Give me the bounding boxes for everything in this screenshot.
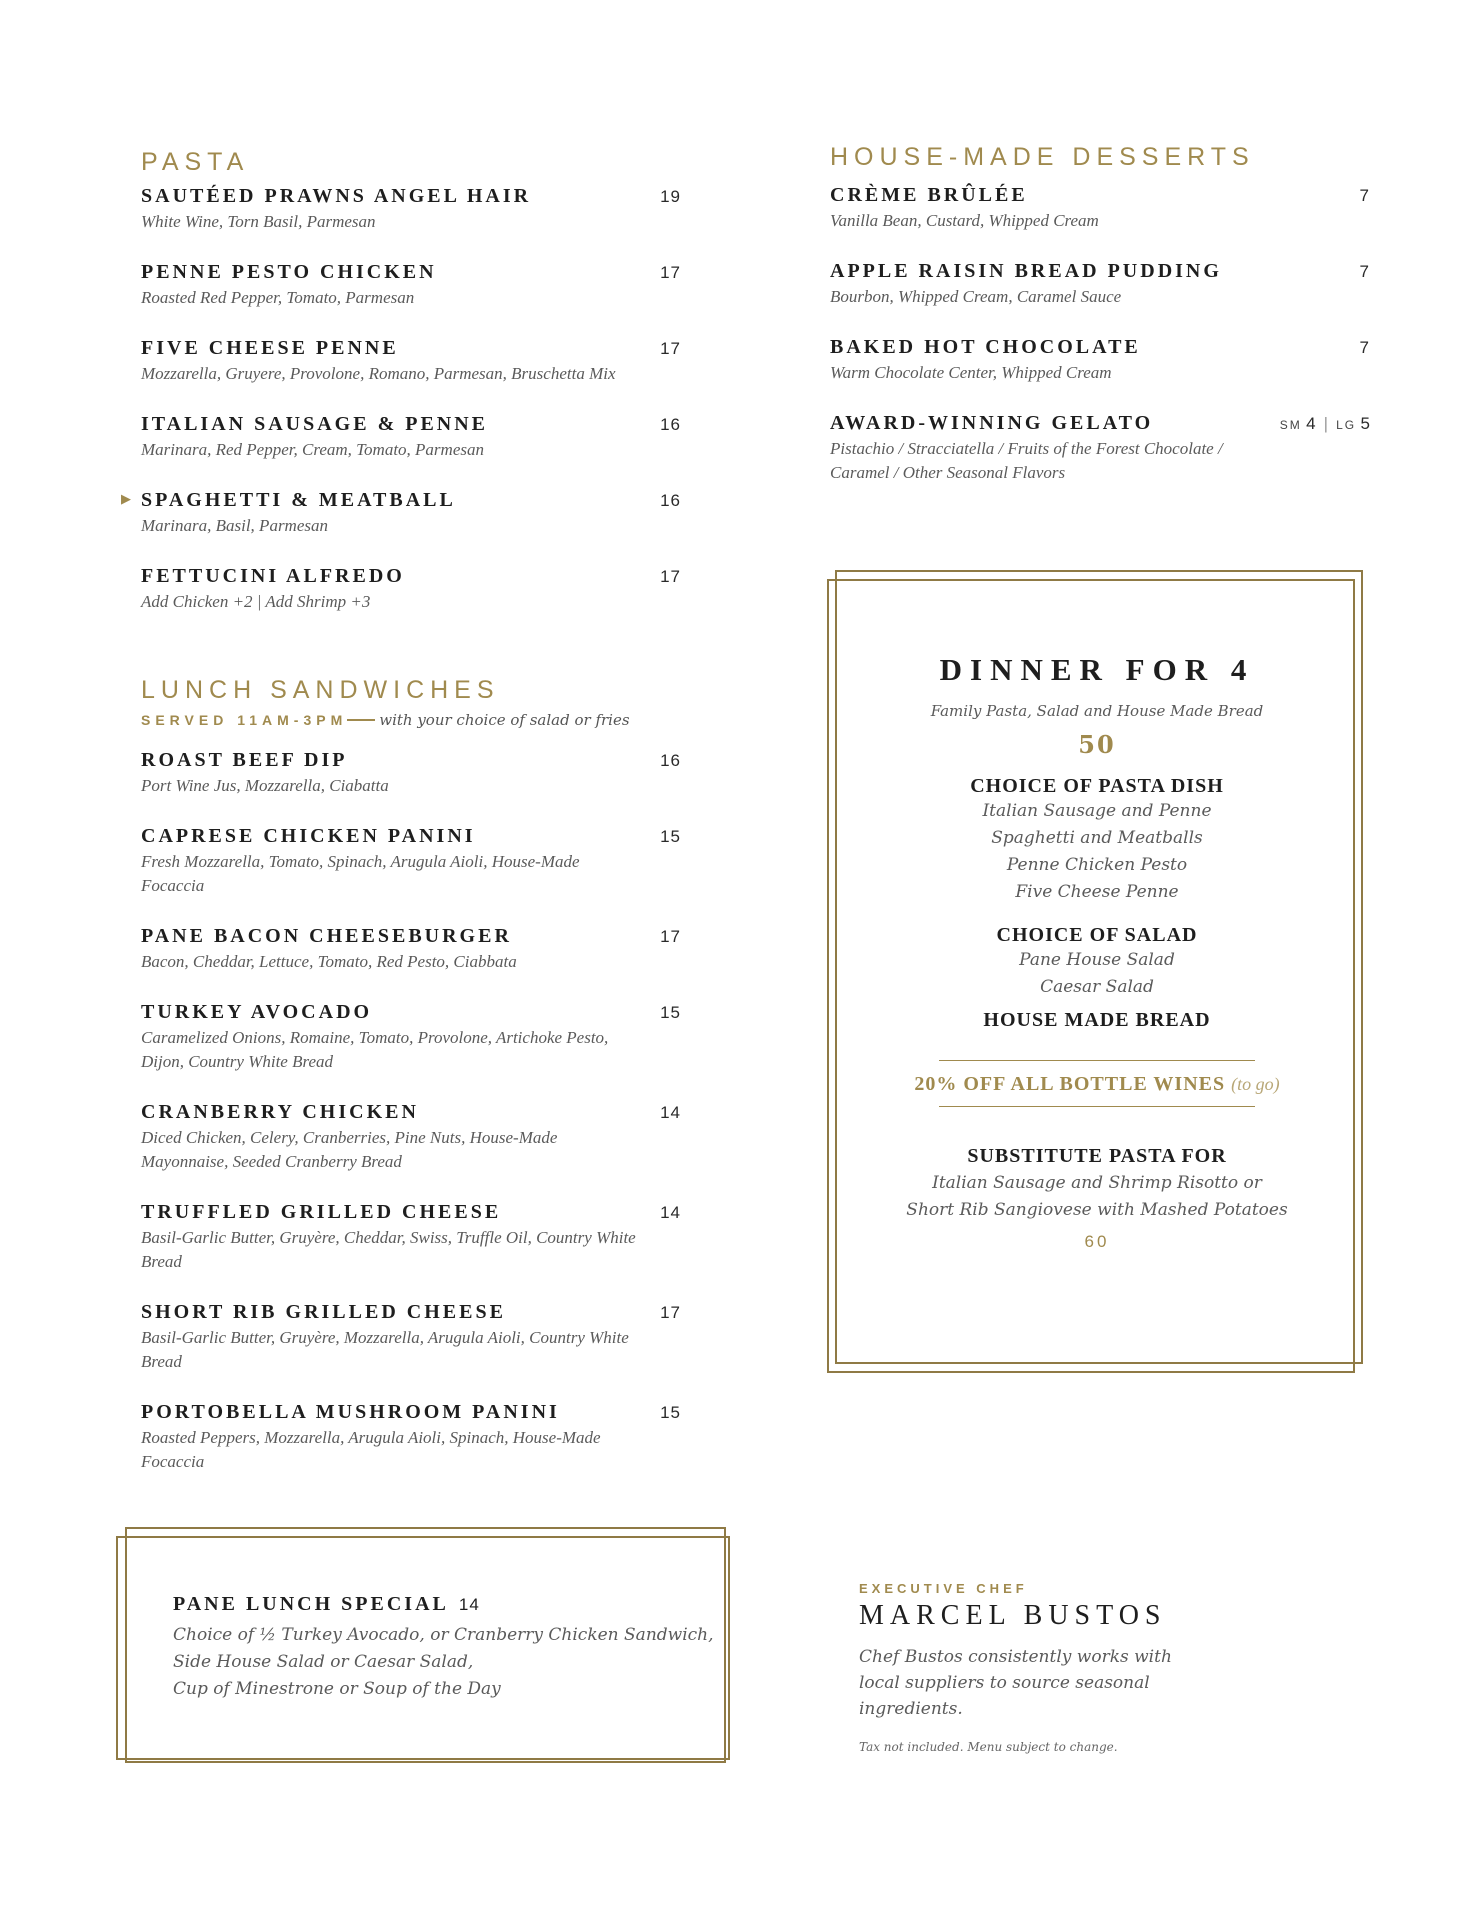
menu-item-description: Pistachio / Stracciatella / Fruits of the Forest Chocolate / Caramel / Other Seasonal Flavors bbox=[830, 439, 1223, 482]
menu-item-sandwich bbox=[141, 825, 681, 898]
size-prices bbox=[1280, 414, 1370, 434]
salad-option: Caesar Salad bbox=[1040, 977, 1154, 997]
menu-item-pasta bbox=[141, 565, 681, 614]
menu-item-sandwich bbox=[141, 1301, 681, 1374]
menu-item-price: 15 bbox=[660, 827, 681, 846]
lunch-special-description bbox=[173, 1622, 714, 1703]
lunch-special-line: Cup of Minestrone or Soup of the Day bbox=[173, 1679, 501, 1699]
dinner-title: DINNER FOR 4 bbox=[939, 652, 1255, 687]
menu-item-name: ITALIAN SAUSAGE & PENNE bbox=[141, 413, 489, 435]
menu-item-price: 15 bbox=[660, 1003, 681, 1022]
substitute-heading: SUBSTITUTE PASTA FOR bbox=[967, 1145, 1227, 1167]
substitute-option: Italian Sausage and Shrimp Risotto or bbox=[932, 1173, 1262, 1193]
lunch-special-title bbox=[173, 1593, 714, 1616]
served-hours: SERVED 11AM-3PM bbox=[141, 712, 348, 728]
menu-item-description: Fresh Mozzarella, Tomato, Spinach, Arugula Aioli, House-Made Focaccia bbox=[141, 852, 580, 895]
menu-item-name: FIVE CHEESE PENNE bbox=[141, 337, 399, 359]
lunch-special-content bbox=[173, 1593, 714, 1703]
salad-option: Pane House Salad bbox=[1019, 950, 1175, 970]
menu-item-description: Marinara, Basil, Parmesan bbox=[141, 516, 328, 535]
menu-item-description: Warm Chocolate Center, Whipped Cream bbox=[830, 363, 1112, 382]
lunch-served-note bbox=[141, 711, 681, 729]
menu-item-pasta bbox=[141, 261, 681, 310]
menu-item-description: White Wine, Torn Basil, Parmesan bbox=[141, 212, 376, 231]
substitute-option: Short Rib Sangiovese with Mashed Potatoes bbox=[906, 1200, 1288, 1220]
menu-item-name: APPLE RAISIN BREAD PUDDING bbox=[830, 260, 1222, 282]
menu-item-sandwich bbox=[141, 925, 681, 974]
menu-item-description: Basil-Garlic Butter, Gruyère, Cheddar, Swiss, Truffle Oil, Country White Bread bbox=[141, 1228, 636, 1271]
menu-item-name: PENNE PESTO CHICKEN bbox=[141, 261, 437, 283]
dinner-price: 50 bbox=[1078, 730, 1116, 759]
size-large-label: LG bbox=[1336, 418, 1357, 432]
menu-item-description: Roasted Peppers, Mozzarella, Arugula Aioli, Spinach, House-Made Focaccia bbox=[141, 1428, 601, 1471]
pasta-option: Italian Sausage and Penne bbox=[982, 801, 1212, 821]
menu-item-description: Vanilla Bean, Custard, Whipped Cream bbox=[830, 211, 1099, 230]
menu-item-sandwich bbox=[141, 1101, 681, 1174]
size-divider: | bbox=[1323, 414, 1329, 433]
menu-item-dessert bbox=[830, 260, 1370, 309]
salad-choice-heading: CHOICE OF SALAD bbox=[996, 924, 1198, 946]
lunch-special-box bbox=[116, 1527, 734, 1767]
pasta-section-title: PASTA bbox=[141, 148, 250, 176]
chef-label: EXECUTIVE CHEF bbox=[859, 1581, 1028, 1596]
lunch-special-line: Side House Salad or Caesar Salad, bbox=[173, 1652, 474, 1672]
lunch-special-line: Choice of ½ Turkey Avocado, or Cranberry Chicken Sandwich, bbox=[173, 1625, 714, 1645]
side-choice-note: with your choice of salad or fries bbox=[379, 711, 630, 729]
menu-item-name: BAKED HOT CHOCOLATE bbox=[830, 336, 1141, 358]
menu-item-name: AWARD-WINNING GELATO bbox=[830, 412, 1154, 434]
menu-item-sandwich bbox=[141, 1001, 681, 1074]
left-column bbox=[121, 148, 681, 1501]
menu-item-pasta bbox=[141, 337, 681, 386]
desserts-section-title: HOUSE-MADE DESSERTS bbox=[830, 143, 1255, 171]
menu-item-price: 16 bbox=[660, 415, 681, 434]
menu-item-name: SPAGHETTI & MEATBALL bbox=[141, 489, 456, 511]
menu-item-price: 17 bbox=[660, 567, 681, 586]
menu-item-price: 16 bbox=[660, 751, 681, 770]
menu-item-price: 17 bbox=[660, 927, 681, 946]
menu-item-description: Marinara, Red Pepper, Cream, Tomato, Parmesan bbox=[141, 440, 484, 459]
menu-item-sandwich bbox=[141, 749, 681, 798]
pasta-option: Five Cheese Penne bbox=[1015, 882, 1179, 902]
menu-item-price: 7 bbox=[1359, 262, 1370, 281]
menu-item-name: PORTOBELLA MUSHROOM PANINI bbox=[141, 1401, 560, 1423]
size-large-price: 5 bbox=[1360, 414, 1370, 433]
pasta-option: Penne Chicken Pesto bbox=[1006, 855, 1188, 875]
menu-item-description: Caramelized Onions, Romaine, Tomato, Provolone, Artichoke Pesto, Dijon, Country White Bread bbox=[141, 1028, 609, 1071]
bread-heading: HOUSE MADE BREAD bbox=[983, 1009, 1211, 1031]
menu-item-name: SAUTÉED PRAWNS ANGEL HAIR bbox=[141, 185, 532, 207]
menu-item-name: FETTUCINI ALFREDO bbox=[141, 565, 405, 587]
menu-item-sandwich bbox=[141, 1201, 681, 1274]
dinner-content bbox=[827, 570, 1367, 1252]
menu-item-pasta bbox=[141, 413, 681, 462]
menu-item-description: Port Wine Jus, Mozzarella, Ciabatta bbox=[141, 776, 389, 795]
divider-dash bbox=[347, 719, 375, 721]
menu-item-price: 14 bbox=[660, 1203, 681, 1222]
menu-item-name: CRANBERRY CHICKEN bbox=[141, 1101, 419, 1123]
dinner-subtitle: Family Pasta, Salad and House Made Bread bbox=[930, 702, 1264, 720]
menu-item-pasta bbox=[121, 489, 681, 538]
wine-promo-text: 20% OFF ALL BOTTLE WINES bbox=[914, 1073, 1226, 1095]
menu-item-description: Roasted Red Pepper, Tomato, Parmesan bbox=[141, 288, 415, 307]
divider-rule bbox=[939, 1060, 1255, 1061]
menu-item-name: SHORT RIB GRILLED CHEESE bbox=[141, 1301, 506, 1323]
menu-item-name: CRÈME BRÛLÉE bbox=[830, 184, 1028, 206]
menu-item-name: TRUFFLED GRILLED CHEESE bbox=[141, 1201, 502, 1223]
size-small-label: SM bbox=[1279, 418, 1302, 432]
menu-item-price: 15 bbox=[660, 1403, 681, 1422]
menu-item-gelato bbox=[830, 412, 1370, 485]
chef-name: MARCEL BUSTOS bbox=[859, 1600, 1167, 1631]
menu-item-description: Diced Chicken, Celery, Cranberries, Pine Nuts, House-Made Mayonnaise, Seeded Cranberry Bread bbox=[141, 1128, 558, 1171]
pasta-option: Spaghetti and Meatballs bbox=[991, 828, 1203, 848]
chef-section bbox=[859, 1581, 1359, 1754]
menu-item-price: 19 bbox=[660, 187, 681, 206]
menu-item-description: Basil-Garlic Butter, Gruyère, Mozzarella, Arugula Aioli, Country White Bread bbox=[141, 1328, 629, 1371]
wine-promo-note: (to go) bbox=[1231, 1074, 1280, 1094]
lunch-special-name: PANE LUNCH SPECIAL bbox=[173, 1593, 449, 1615]
menu-item-description: Add Chicken +2 | Add Shrimp +3 bbox=[141, 592, 371, 611]
menu-item-description: Bourbon, Whipped Cream, Caramel Sauce bbox=[830, 287, 1122, 306]
pasta-choice-heading: CHOICE OF PASTA DISH bbox=[970, 775, 1224, 797]
menu-item-dessert bbox=[830, 336, 1370, 385]
menu-item-pasta bbox=[141, 185, 681, 234]
menu-item-name: ROAST BEEF DIP bbox=[141, 749, 348, 771]
menu-item-description: Mozzarella, Gruyere, Provolone, Romano, Parmesan, Bruschetta Mix bbox=[141, 364, 616, 383]
menu-item-price: 16 bbox=[660, 491, 681, 510]
lunch-special-price: 14 bbox=[458, 1595, 480, 1614]
size-small-price: 4 bbox=[1306, 414, 1316, 433]
menu-item-price: 7 bbox=[1359, 338, 1370, 357]
wine-promo bbox=[827, 1073, 1367, 1096]
lunch-list bbox=[141, 749, 681, 1474]
dinner-for-4-box bbox=[827, 570, 1367, 1370]
menu-item-price: 14 bbox=[660, 1103, 681, 1122]
menu-item-name: PANE BACON CHEESEBURGER bbox=[141, 925, 512, 947]
menu-item-name: TURKEY AVOCADO bbox=[141, 1001, 373, 1023]
menu-disclaimer: Tax not included. Menu subject to change. bbox=[859, 1740, 1118, 1754]
menu-item-dessert bbox=[830, 184, 1370, 233]
substitute-price: 60 bbox=[1084, 1232, 1110, 1251]
pasta-list bbox=[121, 185, 681, 614]
play-triangle-icon: ▶ bbox=[121, 492, 131, 507]
menu-item-price: 7 bbox=[1359, 186, 1370, 205]
lunch-section-title: LUNCH SANDWICHES bbox=[141, 676, 500, 704]
menu-item-name: CAPRESE CHICKEN PANINI bbox=[141, 825, 476, 847]
right-column bbox=[830, 143, 1370, 512]
menu-item-price: 17 bbox=[660, 263, 681, 282]
menu-item-price: 17 bbox=[660, 1303, 681, 1322]
menu-item-description: Bacon, Cheddar, Lettuce, Tomato, Red Pesto, Ciabbata bbox=[141, 952, 517, 971]
divider-rule bbox=[939, 1106, 1255, 1107]
menu-item-sandwich bbox=[141, 1401, 681, 1474]
menu-item-price: 17 bbox=[660, 339, 681, 358]
chef-bio: Chef Bustos consistently works with local suppliers to source seasonal ingredients. bbox=[859, 1647, 1172, 1719]
